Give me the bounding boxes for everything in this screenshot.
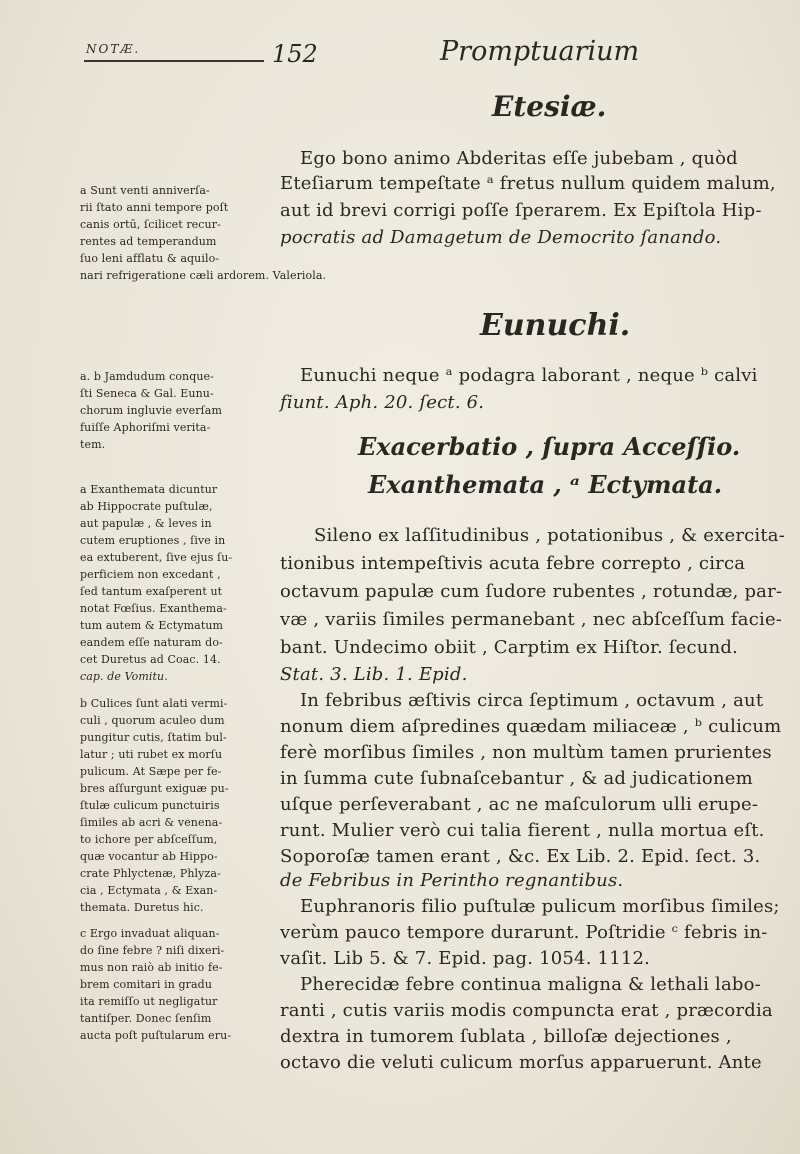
body-line: pocratis ad Damagetum de Democrito ſanando.	[280, 227, 722, 248]
note-line: ea extuberent, ſive ejus ſu-	[80, 551, 233, 564]
page-number: 152	[272, 40, 318, 68]
note-line: bres aſſurgunt exiguæ pu-	[80, 782, 229, 795]
body-line: ferè morſibus ſimiles , non multùm tamen prurientes	[280, 742, 772, 763]
body-line: Pherecidæ febre continua maligna & lethali labo-	[300, 974, 761, 995]
body-line: In febribus æſtivis circa ſeptimum , octavum , aut	[300, 690, 764, 711]
note-line: a. b Jamdudum conque-	[80, 370, 214, 383]
body-line: Stat. 3. Lib. 1. Epid.	[280, 664, 468, 685]
note-line: aucta poſt puſtularum eru-	[80, 1029, 232, 1042]
body-line: aut id brevi corrigi poſſe ſperarem. Ex Epiſtola Hip-	[280, 200, 762, 221]
body-line: bant. Undecimo obiit , Carptim ex Hiſtor. ſecund.	[280, 637, 739, 658]
note-line: crate Phlyctenæ, Phlyza-	[80, 867, 221, 880]
note-line: ſed tantum exaſperent ut	[80, 585, 223, 598]
note-line: ab Hippocrate puſtulæ,	[80, 500, 213, 513]
note-line: tem.	[80, 438, 106, 451]
running-title: Promptuarium	[440, 36, 640, 67]
body-line: Eunuchi neque ᵃ podagra laborant , neque ᵇ calvi	[300, 365, 758, 386]
heading-exanthemata: Exanthemata , ᵃ Ectymata.	[368, 470, 723, 499]
note-line: tantiſper. Donec ſenſim	[80, 1012, 212, 1025]
note-line: perficiem non excedant ,	[80, 568, 221, 581]
body-line: Eteſiarum tempeſtate ᵃ fretus nullum quidem malum,	[280, 173, 776, 194]
note-line: latur ; uti rubet ex morſu	[80, 748, 223, 761]
note-line: eandem eſſe naturam do-	[80, 636, 223, 649]
body-line: de Febribus in Perintho regnantibus.	[280, 870, 624, 891]
body-line: runt. Mulier verò cui talia fierent , nulla mortua eſt.	[280, 820, 765, 841]
body-line: ranti , cutis variis modis compuncta erat , præcordia	[280, 1000, 773, 1021]
note-line: rii ſtato anni tempore poſt	[80, 201, 229, 214]
body-line: vaſit. Lib 5. & 7. Epid. pag. 1054. 1112.	[280, 948, 651, 969]
body-line: uſque perſeverabant , ac ne maſculorum ulli erupe-	[280, 794, 759, 815]
note-line: ita remiſſo ut negligatur	[80, 995, 218, 1008]
note-line: cet Duretus ad Coac. 14.	[80, 653, 221, 666]
note-line: culi , quorum aculeo dum	[80, 714, 225, 727]
note-line: ſti Seneca & Gal. Eunu-	[80, 387, 214, 400]
note-line: fuiſſe Aphoriſmi verita-	[80, 421, 211, 434]
note-line: nari refrigeratione cæli ardorem. Valeriola.	[80, 269, 327, 282]
note-line: ſtulæ culicum punctuiris	[80, 799, 220, 812]
heading-etesiae: Etesiæ.	[492, 90, 607, 123]
body-line: octavum papulæ cum ſudore rubentes , rotundæ, par-	[280, 581, 783, 602]
note-line: themata. Duretus hic.	[80, 901, 204, 914]
heading-eunuchi: Eunuchi.	[480, 308, 631, 343]
note-line: canis ortū, ſcilicet recur-	[80, 218, 221, 231]
body-line: in ſumma cute ſubnaſcebantur , & ad judicationem	[280, 768, 753, 789]
note-line: a Sunt venti anniverſa-	[80, 184, 210, 197]
body-line: væ , variis ſimiles permanebant , nec abſceſſum facie-	[280, 609, 783, 630]
note-line: ſimiles ab acri & venena-	[80, 816, 223, 829]
header-rule	[84, 60, 264, 62]
body-line: Ego bono animo Abderitas eſſe jubebam , quòd	[300, 148, 738, 169]
note-line: tum autem & Ectymatum	[80, 619, 224, 632]
heading-exacerbatio: Exacerbatio , ſupra Acceſſio.	[358, 432, 741, 461]
note-line: chorum ingluvie everſam	[80, 404, 222, 417]
note-line: b Culices ſunt alati vermi-	[80, 697, 228, 710]
note-line: c Ergo invaduat aliquan-	[80, 927, 220, 940]
body-line: nonum diem aſpredines quædam miliaceæ , ᵇ culicum	[280, 716, 782, 737]
note-line: a Exanthemata dicuntur	[80, 483, 218, 496]
note-line: rentes ad temperandum	[80, 235, 217, 248]
body-line: tionibus intempeſtivis acuta febre correpto , circa	[280, 553, 746, 574]
note-line: quæ vocantur ab Hippo-	[80, 850, 218, 863]
note-line: ſuo leni afflatu & aquilo-	[80, 252, 220, 265]
note-line: brem comitari in gradu	[80, 978, 213, 991]
body-line: Euphranoris filio puſtulæ pulicum morſibus ſimiles;	[300, 896, 780, 917]
note-line: cutem eruptiones , ſive in	[80, 534, 226, 547]
header-notes-label: NOTÆ.	[86, 42, 141, 56]
note-line: notat Fœſius. Exanthema-	[80, 602, 227, 615]
body-line: fiunt. Aph. 20. ſect. 6.	[280, 392, 485, 413]
body-line: verùm pauco tempore durarunt. Poſtridie ᶜ febris in-	[280, 922, 768, 943]
note-line: cap. de Vomitu.	[80, 670, 168, 683]
body-line: dextra in tumorem ſublata , billoſæ dejectiones ,	[280, 1026, 732, 1047]
body-line: Sileno ex laſſitudinibus , potationibus , & exercita-	[314, 525, 786, 546]
body-line: octavo die veluti culicum morſus apparuerunt. Ante	[280, 1052, 762, 1073]
note-line: mus non raiò ab initio fe-	[80, 961, 223, 974]
body-line: Soporoſæ tamen erant , &c. Ex Lib. 2. Epid. ſect. 3.	[280, 846, 761, 867]
note-line: pulicum. At Sæpe per fe-	[80, 765, 222, 778]
note-line: aut papulæ , & leves in	[80, 517, 212, 530]
note-line: pungitur cutis, ſtatim bul-	[80, 731, 227, 744]
note-line: do ſine febre ? niſi dixeri-	[80, 944, 225, 957]
note-line: cia , Ectymata , & Exan-	[80, 884, 218, 897]
note-line: to ichore per abſceſſum,	[80, 833, 218, 846]
